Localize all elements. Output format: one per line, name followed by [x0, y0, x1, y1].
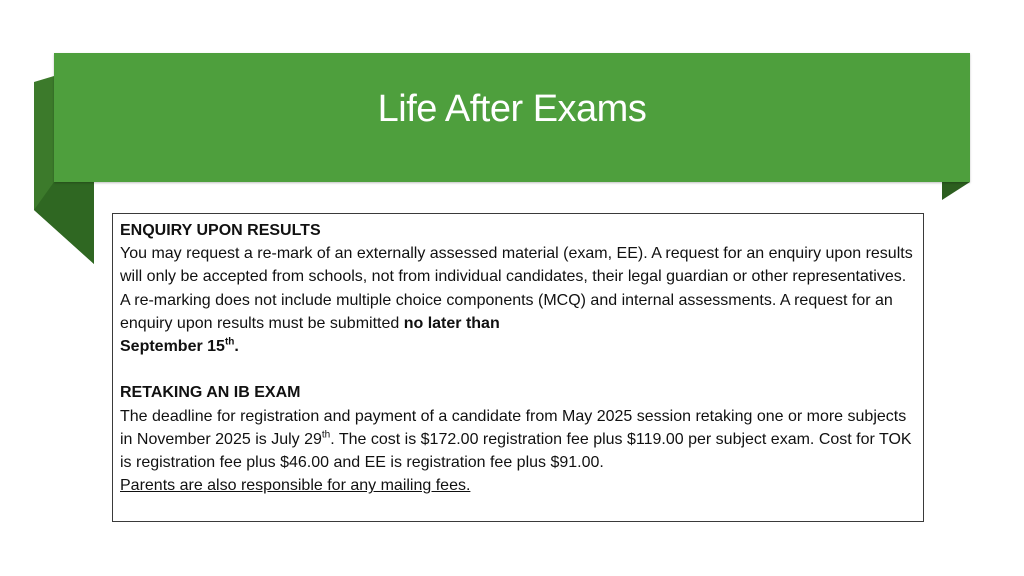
banner-ribbon-fold-right	[942, 182, 970, 200]
content-box	[112, 213, 924, 522]
enquiry-body	[120, 242, 917, 358]
enquiry-deadline-date	[120, 338, 239, 355]
enquiry-deadline-sup: th	[224, 336, 235, 348]
slide-title: Life After Exams	[377, 88, 647, 130]
retake-deadline-sup: th	[321, 429, 331, 441]
retake-cost-text: . The cost is $172.00 registration fee plus $119.00 per subject exam. Cost for TOK is registration fee plus $46.00 and EE is registration fee plus $91.00.	[120, 430, 912, 472]
enquiry-body-text: You may request a re-mark of an externally assessed material (exam, EE). A request for an enquiry upon results will only be accepted from schools, not from individual candidates, their legal guardian or other representatives. A re-marking does not include multiple choice components (MCQ) and internal assessments. A request for an enquiry upon results must be submitted	[120, 245, 913, 332]
enquiry-deadline-end: .	[234, 338, 239, 356]
enquiry-deadline-date-text: September 15	[120, 338, 225, 356]
section-spacer	[120, 358, 917, 381]
retake-body-text: The deadline for registration and payment of a candidate from May 2025 session retaking one or more subjects in November 2025 is July 29	[120, 407, 907, 448]
enquiry-deadline-label: no later than	[403, 314, 500, 332]
enquiry-heading: ENQUIRY UPON RESULTS	[120, 222, 321, 239]
retake-mailing-note: Parents are also responsible for any mailing fees.	[120, 477, 471, 495]
retake-heading: RETAKING AN IB EXAM	[120, 384, 301, 402]
retake-body	[120, 405, 917, 475]
